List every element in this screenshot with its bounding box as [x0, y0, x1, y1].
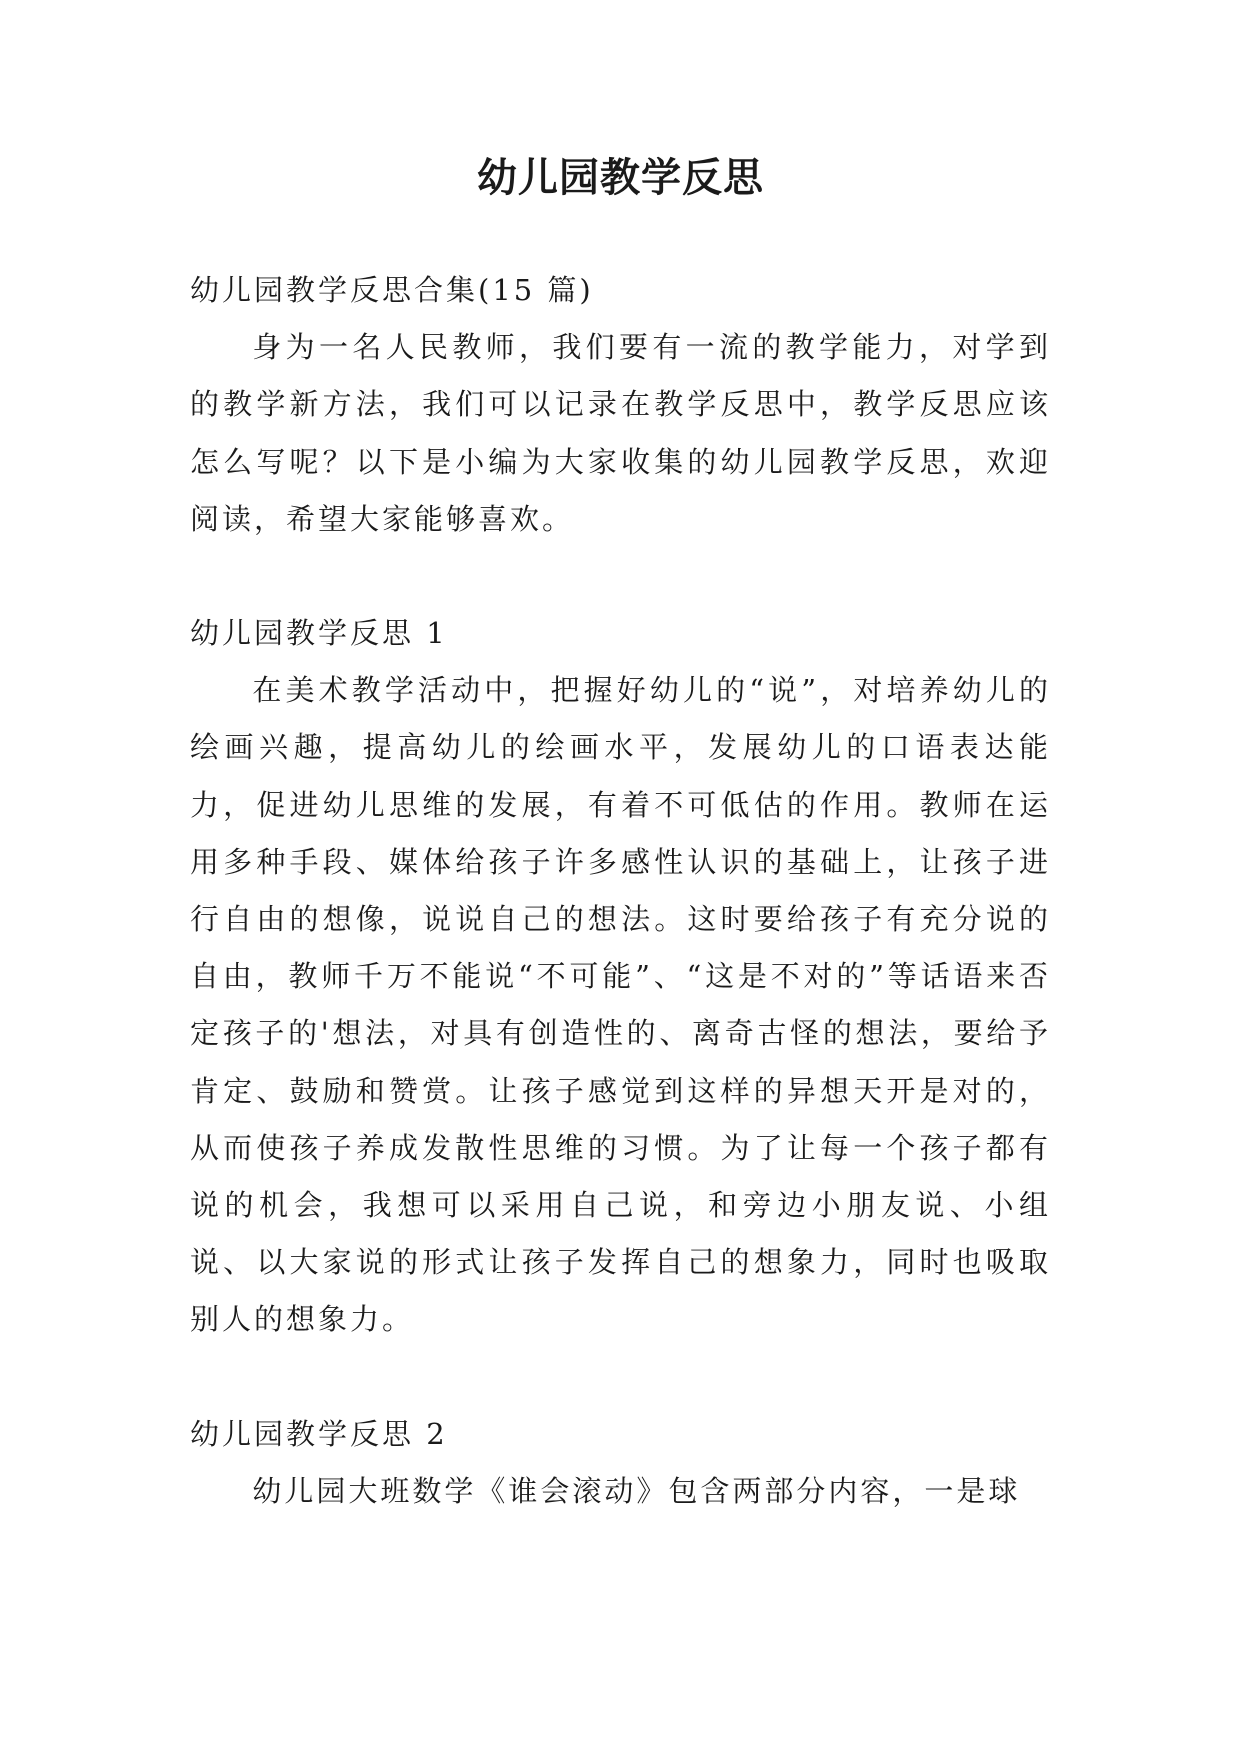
intro-paragraph: 身为一名人民教师，我们要有一流的教学能力，对学到的教学新方法，我们可以记录在教学反思中，教学反思应该怎么写呢？以下是小编为大家收集的幼儿园教学反思，欢迎阅读，希望大家能够喜欢。: [190, 330, 1051, 536]
section-spacer: [190, 1349, 1051, 1406]
section-heading-1: 幼儿园教学反思 1: [190, 616, 448, 651]
document-title: 幼儿园教学反思: [477, 155, 764, 201]
document-body: [190, 262, 1051, 1520]
section-spacer: [190, 548, 1051, 605]
document-subtitle: 幼儿园教学反思合集(15 篇): [190, 273, 594, 307]
section-body-1: 在美术教学活动中，把握好幼儿的“说”，对培养幼儿的绘画兴趣，提高幼儿的绘画水平，发展幼儿的口语表达能力，促进幼儿思维的发展，有着不可低估的作用。教师在运用多种手段、媒体给孩子许多感性认识的基础上，让孩子进行自由的想像，说说自己的想法。这时要给孩子有充分说的自由，教师千万不能说“不可能”、“这是不对的”等话语来否定孩子的'想法，对具有创造性的、离奇古怪的想法，要给予肯定、鼓励和赞赏。让孩子感觉到这样的异想天开是对的，从而使孩子养成发散性思维的习惯。为了让每一个孩子都有说的机会，我想可以采用自己说，和旁边小朋友说、小组说、以大家说的形式让孩子发挥自己的想象力，同时也吸取别人的想象力。: [190, 673, 1051, 1337]
section-body-2: 幼儿园大班数学《谁会滚动》包含两部分内容，一是球: [252, 1473, 1021, 1508]
section-heading-2: 幼儿园教学反思 2: [190, 1416, 448, 1451]
